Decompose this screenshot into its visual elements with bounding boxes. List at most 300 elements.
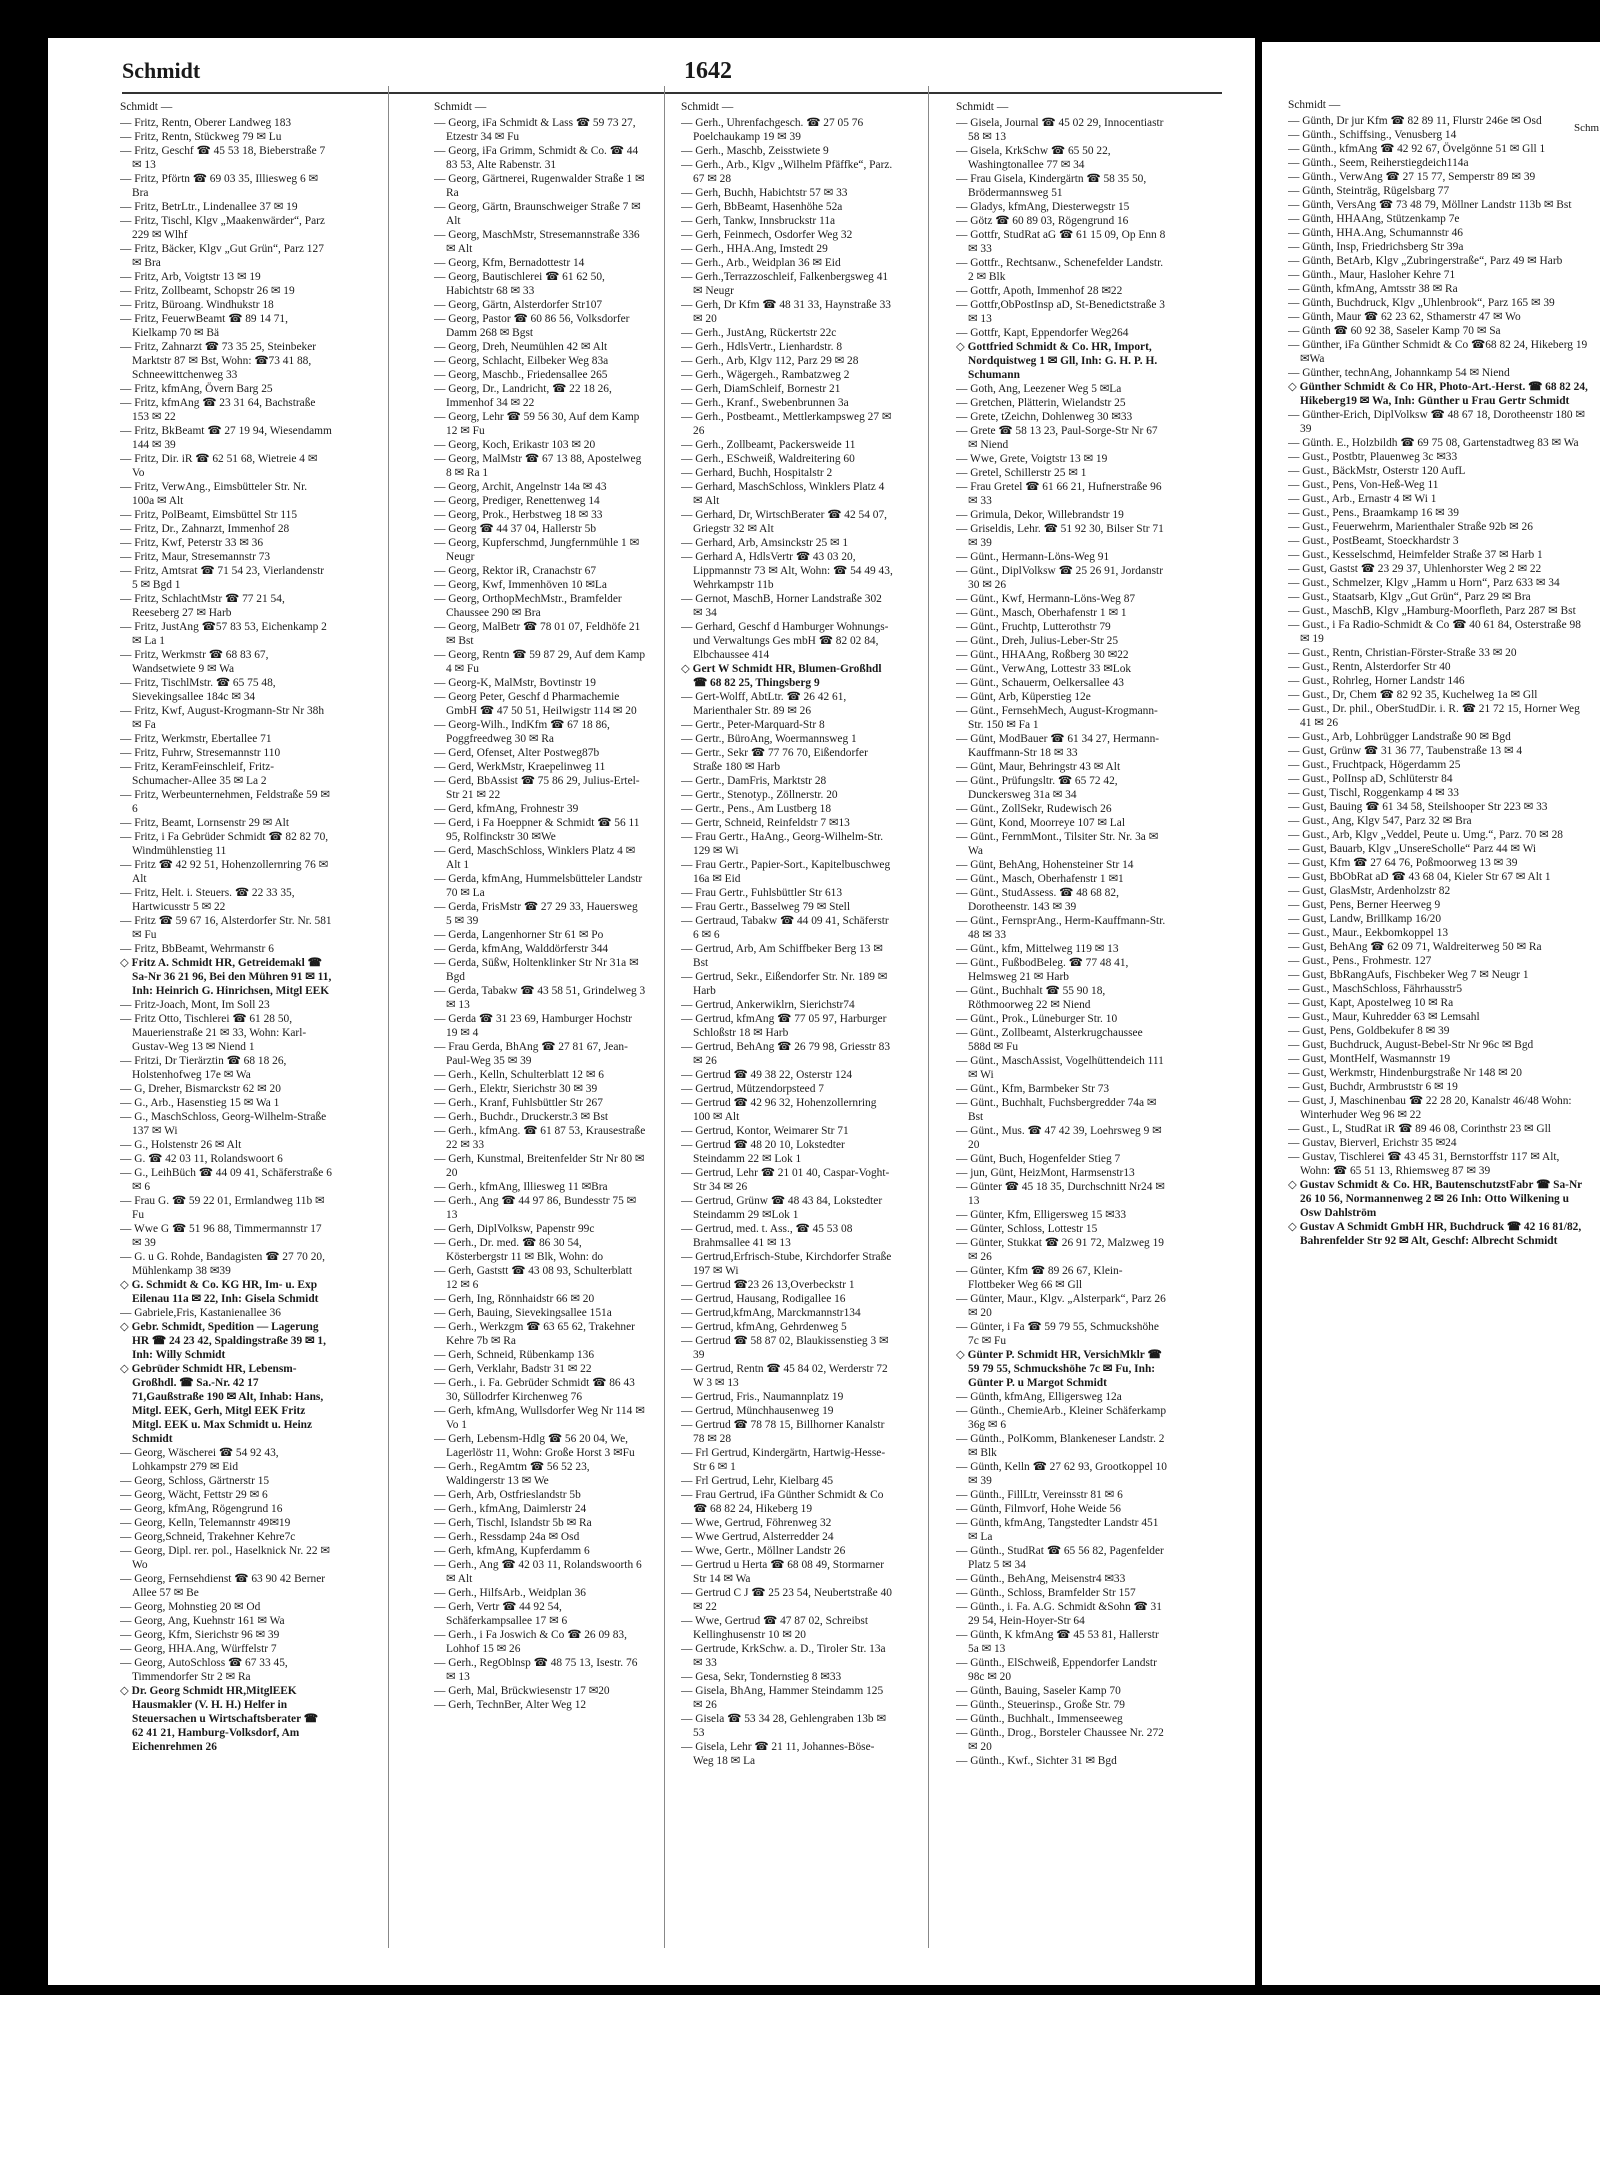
- directory-entry: — Günth., ChemieArb., Kleiner Schäferkamp 36g ✉ 6: [956, 1405, 1167, 1431]
- directory-entry: — Georg, Archit, Angelnstr 14a ✉ 43: [434, 481, 607, 493]
- directory-entry: — Frau Gretel ☎ 61 66 21, Hufnerstraße 96 ✉ 33: [956, 481, 1162, 507]
- column-divider: [664, 86, 665, 1948]
- directory-entry: — Gottfr, Apoth, Immenhof 28 ✉22: [956, 285, 1123, 297]
- directory-entry: — Gottfr, StudRat aG ☎ 61 15 09, Op Enn 8 ✉ 33: [956, 229, 1166, 255]
- directory-entry: — Georg, Mohnstieg 20 ✉ Od: [120, 1601, 261, 1613]
- company-entry: ◇ Günther Schmidt & Co HR, Photo-Art.-Herst. ☎ 68 82 24, Hikeberg19 ✉ Wa, Inh: Günther u Frau Gertr Schmidt: [1288, 381, 1588, 407]
- directory-entry: — Fritz, Geschf ☎ 45 53 18, Bieberstraße 7 ✉ 13: [120, 145, 326, 171]
- directory-entry: — Griseldis, Lehr. ☎ 51 92 30, Bilser Str 71 ✉ 39: [956, 523, 1164, 549]
- directory-entry: — Günt., VerwAng, Lottestr 33 ✉Lok: [956, 663, 1132, 675]
- directory-entry: — Georg, MalMstr ☎ 67 13 88, Apostelweg 8 ✉ Ra 1: [434, 453, 642, 479]
- directory-entry: — Günth, BetArb, Klgv „Zubringerstraße“, Parz 49 ✉ Harb: [1288, 255, 1563, 267]
- directory-entry: — Georg, Dipl. rer. pol., Haselknick Nr. 22 ✉ Wo: [120, 1545, 330, 1571]
- directory-entry: — Günter, Maur., Klgv. „Alsterpark“, Parz 26 ✉ 20: [956, 1293, 1166, 1319]
- directory-entry: — Gerh., HdlsVertr., Lienhardstr. 8: [681, 341, 843, 353]
- directory-entry: — Georg, AutoSchloss ☎ 67 33 45, Timmendorfer Str 2 ✉ Ra: [120, 1657, 288, 1683]
- directory-entry: — Gust., Rentn, Christian-Förster-Straße 33 ✉ 20: [1288, 647, 1517, 659]
- directory-entry: — Frl Gertrud, Lehr, Kielbarg 45: [681, 1475, 834, 1487]
- directory-entry: — Gertrud, BehAng ☎ 26 79 98, Griesstr 83 ✉ 26: [681, 1041, 891, 1067]
- directory-entry: — Gerd, Ofenset, Alter Postweg87b: [434, 747, 600, 759]
- directory-entry: — Georg, Wäscherei ☎ 54 92 43, Lohkampstr 279 ✉ Eid: [120, 1447, 279, 1473]
- directory-entry: — Günth. E., Holzbildh ☎ 69 75 08, Gartenstadtweg 83 ✉ Wa: [1288, 437, 1579, 449]
- directory-entry: — Gerh, DiplVolksw, Papenstr 99c: [434, 1223, 595, 1235]
- directory-entry: — Grete, tZeichn, Dohlenweg 30 ✉33: [956, 411, 1133, 423]
- directory-entry: — Gerd, i Fa Hoeppner & Schmidt ☎ 56 11 95, Rolfinckstr 30 ✉We: [434, 817, 640, 843]
- directory-entry: — Gesa, Sekr, Tondernstieg 8 ✉33: [681, 1671, 842, 1683]
- directory-entry: — Gerda, Süßw, Holtenklinker Str Nr 31a ✉ Bgd: [434, 957, 639, 983]
- directory-entry: — Gerhard, Arb, Amsinckstr 25 ✉ 1: [681, 537, 849, 549]
- directory-column-3: [681, 100, 893, 1768]
- directory-entry: — Gertrud, Ankerwiklrn, Sierichstr74: [681, 999, 855, 1011]
- directory-entry: — Günth, K kfmAng ☎ 45 53 81, Hallerstr 5a ✉ 13: [956, 1629, 1159, 1655]
- directory-entry: — Gerh., Ang ☎ 42 03 11, Rolandswoorth 6 ✉ Alt: [434, 1559, 642, 1585]
- directory-entry: — Gust, MontHelf, Wasmannstr 19: [1288, 1053, 1451, 1065]
- directory-entry: — Günth., FillLtr, Vereinsstr 81 ✉ 6: [956, 1489, 1123, 1501]
- directory-entry: — Günth, kfmAng, Elligersweg 12a: [956, 1391, 1122, 1403]
- directory-entry: — Gust., Arb, Lohbrügger Landstraße 90 ✉ Bgd: [1288, 731, 1511, 743]
- column-label: Schmidt —: [120, 101, 173, 113]
- directory-entry: — Fritz, PolBeamt, Eimsbüttel Str 115: [120, 509, 298, 521]
- directory-entry: — Günth., Steuerinsp., Große Str. 79: [956, 1699, 1125, 1711]
- directory-entry: — Günth, Filmvorf, Hohe Weide 56: [956, 1503, 1121, 1515]
- company-entry: ◇ G. Schmidt & Co. KG HR, Im- u. Exp Eilenau 11a ✉ 22, Inh: Gisela Schmidt: [120, 1279, 319, 1305]
- directory-entry: — Günt, ModBauer ☎ 61 34 27, Hermann-Kauffmann-Str 18 ✉ 33: [956, 733, 1160, 759]
- directory-entry: — Gertraud, Tabakw ☎ 44 09 41, Schäferstr 6 ✉ 6: [681, 915, 889, 941]
- directory-entry: — Fritz, Pförtn ☎ 69 03 35, Illiesweg 6 ✉ Bra: [120, 173, 319, 199]
- directory-entry: — Frau G. ☎ 59 22 01, Ermlandweg 11b ✉ Fu: [120, 1195, 325, 1221]
- directory-entry: — Gerh, Tankw, Innsbruckstr 11a: [681, 215, 836, 227]
- directory-entry: — Gerh, kfmAng, Kupferdamm 6: [434, 1545, 590, 1557]
- directory-entry: — Günt., FernsehMech, August-Krogmann-Str. 150 ✉ Fa 1: [956, 705, 1158, 731]
- directory-entry: — Gust., Postbtr, Plauenweg 3c ✉33: [1288, 451, 1458, 463]
- directory-entry: — Gertr., Sekr ☎ 77 76 70, Eißendorfer Straße 180 ✉ Harb: [681, 747, 868, 773]
- directory-entry: — Goth, Ang, Leezener Weg 5 ✉La: [956, 383, 1122, 395]
- directory-entry: — Gerhard A, HdlsVertr ☎ 43 03 20, Lippmannstr 73 ✉ Alt, Wohn: ☎ 54 49 43, Wehrkampstr 11b: [681, 551, 893, 591]
- directory-entry: — Georg, Koch, Erikastr 103 ✉ 20: [434, 439, 596, 451]
- directory-entry: — Fritz-Joach, Mont, Im Soll 23: [120, 999, 270, 1011]
- directory-entry: — Fritz, kfmAng, Övern Barg 25: [120, 383, 273, 395]
- directory-entry: — Günt., StudAssess. ☎ 48 68 82, Dorotheenstr. 143 ✉ 39: [956, 887, 1119, 913]
- directory-entry: — Günt., Prok., Lüneburger Str. 10: [956, 1013, 1118, 1025]
- directory-entry: — Fritz, i Fa Gebrüder Schmidt ☎ 82 82 70, Windmühlenstieg 11: [120, 831, 329, 857]
- directory-entry: — Günth, Steinträg, Rügelsbarg 77: [1288, 185, 1450, 197]
- directory-entry: — Gust., Rohrleg, Horner Landstr 146: [1288, 675, 1465, 687]
- directory-entry: — Gerh., Maschb, Zeisstwiete 9: [681, 145, 829, 157]
- right-directory-page: [1262, 42, 1600, 1985]
- directory-entry: — Gerh, kfmAng, Wullsdorfer Weg Nr 114 ✉ Vo 1: [434, 1405, 645, 1431]
- directory-entry: — Georg, Lehr ☎ 59 56 30, Auf dem Kamp 12 ✉ Fu: [434, 411, 640, 437]
- directory-entry: — Gerh, Buchh, Habichtstr 57 ✉ 33: [681, 187, 848, 199]
- directory-entry: — Gustav, Bierverl, Erichstr 35 ✉24: [1288, 1137, 1457, 1149]
- directory-entry: — Gerh., Kelln, Schulterblatt 12 ✉ 6: [434, 1069, 604, 1081]
- directory-entry: — Frau Gerda, BhAng ☎ 27 81 67, Jean-Paul-Weg 35 ✉ 39: [434, 1041, 628, 1067]
- directory-entry: — Gerda, kfmAng, Hummelsbütteler Landstr 70 ✉ La: [434, 873, 643, 899]
- directory-entry: — Gust, Buchdr, Armbruststr 6 ✉ 19: [1288, 1081, 1458, 1093]
- directory-entry: — Gust., Pens., Braamkamp 16 ✉ 39: [1288, 507, 1459, 519]
- directory-entry: — Fritz, Dir. iR ☎ 62 51 68, Wietreie 4 ✉ Vo: [120, 453, 318, 479]
- directory-entry: — Günth., BehAng, Meisenstr4 ✉33: [956, 1573, 1126, 1585]
- directory-entry: — Gottfr, Kapt, Eppendorfer Weg264: [956, 327, 1129, 339]
- column-label: Schmidt —: [681, 101, 734, 113]
- directory-entry: — Georg, Prok., Herbstweg 18 ✉ 33: [434, 509, 603, 521]
- directory-entry: — Fritz, Rentn, Oberer Landweg 183: [120, 117, 292, 129]
- directory-entry: — Gerd, WerkMstr, Kraepelinweg 11: [434, 761, 606, 773]
- directory-entry: — Gerh, TechnBer, Alter Weg 12: [434, 1699, 587, 1711]
- directory-entry: — Günth., i. Fa. A.G. Schmidt &Sohn ☎ 31 29 54, Hein-Hoyer-Str 64: [956, 1601, 1162, 1627]
- directory-entry: — Gerh, Kunstmal, Breitenfelder Str Nr 80 ✉ 20: [434, 1153, 645, 1179]
- company-entry: ◇ Fritz A. Schmidt HR, Getreidemakl ☎ Sa-Nr 36 21 96, Bei den Mühren 91 ✉ 11, Inh: Heinrich G. Hinrichsen, Mitgl EEK: [120, 957, 332, 997]
- directory-entry: — Frau Gertr., Papier-Sort., Kapitelbuschweg 16a ✉ Eid: [681, 859, 891, 885]
- directory-entry: — Gertr., Pens., Am Lustberg 18: [681, 803, 832, 815]
- directory-entry: — Günter, Schloss, Lottestr 15: [956, 1223, 1098, 1235]
- directory-entry: — Günt., Fruchtp, Lutterothstr 79: [956, 621, 1111, 633]
- directory-entry: — Günth., Drog., Borsteler Chaussee Nr. 272 ✉ 20: [956, 1727, 1164, 1753]
- directory-entry: — Fritz, BkBeamt ☎ 27 19 94, Wiesendamm 144 ✉ 39: [120, 425, 332, 451]
- directory-entry: — Gust, Tischl, Roggenkamp 4 ✉ 33: [1288, 787, 1459, 799]
- directory-entry: — Gisela, KrkSchw ☎ 65 50 22, Washingtonallee 77 ✉ 34: [956, 145, 1111, 171]
- directory-entry: — Gretel, Schillerstr 25 ✉ 1: [956, 467, 1087, 479]
- directory-entry: — Günt., FernmMont., Tilsiter Str. Nr. 3a ✉ Wa: [956, 831, 1159, 857]
- directory-entry: — G., MaschSchloss, Georg-Wilhelm-Straße 137 ✉ Wi: [120, 1111, 327, 1137]
- directory-entry: — Gust., Dr. phil., OberStudDir. i. R. ☎ 21 72 15, Horner Weg 41 ✉ 26: [1288, 703, 1580, 729]
- directory-entry: — Günther-Erich, DiplVolksw ☎ 48 67 18, Dorotheenstr 180 ✉ 39: [1288, 409, 1585, 435]
- running-head: Schmidt: [122, 58, 201, 83]
- directory-entry: — G., Holstenstr 26 ✉ Alt: [120, 1139, 242, 1151]
- directory-entry: — Gerh., Werkzgm ☎ 63 65 62, Trakehner Kehre 7b ✉ Ra: [434, 1321, 635, 1347]
- directory-entry: — Gust., Kesselschmd, Heimfelder Straße 37 ✉ Harb 1: [1288, 549, 1543, 561]
- directory-entry: — Gerh, Ing, Rönnhaidstr 66 ✉ 20: [434, 1293, 595, 1305]
- directory-entry: — Fritz, Zollbeamt, Schopstr 26 ✉ 19: [120, 285, 295, 297]
- directory-entry: — Grete ☎ 58 13 23, Paul-Sorge-Str Nr 67 ✉ Niend: [956, 425, 1158, 451]
- directory-entry: — Gertrud, Mützendorpsteed 7: [681, 1083, 824, 1095]
- directory-entry: — Gisela, BhAng, Hammer Steindamm 125 ✉ 26: [681, 1685, 884, 1711]
- directory-entry: — Günt., HHAAng, Roßberg 30 ✉22: [956, 649, 1129, 661]
- directory-entry: — Gerh, Bauing, Sievekingsallee 151a: [434, 1307, 612, 1319]
- directory-entry: — Günth, Bauing, Saseler Kamp 70: [956, 1685, 1121, 1697]
- directory-entry: — Gerh., RegOblnsp ☎ 48 75 13, Isestr. 76 ✉ 13: [434, 1657, 638, 1683]
- column-label: Schmidt —: [1288, 99, 1341, 111]
- directory-entry: — Gust., Rentn, Alsterdorfer Str 40: [1288, 661, 1451, 673]
- directory-entry: — Gust., Schmelzer, Klgv „Hamm u Horn“, Parz 633 ✉ 34: [1288, 577, 1560, 589]
- directory-entry: — Gertrud ☎ 78 78 15, Billhorner Kanalstr 78 ✉ 28: [681, 1419, 885, 1445]
- directory-entry: — Fritz, Büroang. Windhukstr 18: [120, 299, 274, 311]
- directory-entry: — Günth, Dr jur Kfm ☎ 82 89 11, Flurstr 246e ✉ Osd: [1288, 115, 1542, 127]
- directory-entry: — Günt., Zollbeamt, Alsterkrugchaussee 588d ✉ Fu: [956, 1027, 1143, 1053]
- directory-entry: — Gust., Pens, Von-Heß-Weg 11: [1288, 479, 1439, 491]
- directory-entry: — Günt., Kwf, Hermann-Löns-Weg 87: [956, 593, 1136, 605]
- directory-entry: — Georg, OrthopMechMstr., Bramfelder Chaussee 290 ✉ Bra: [434, 593, 622, 619]
- directory-entry: — Gust., Maur, Kuhredder 63 ✉ Lemsahl: [1288, 1011, 1480, 1023]
- directory-entry: — Gust., Pens., Frohmestr. 127: [1288, 955, 1432, 967]
- directory-entry: — Fritz, Arb, Voigtstr 13 ✉ 19: [120, 271, 261, 283]
- directory-entry: — Gust, GlasMstr, Ardenholzstr 82: [1288, 885, 1451, 897]
- directory-entry: — Gerh., HHA.Ang, Imstedt 29: [681, 243, 828, 255]
- directory-entry: — Gust., Ang, Klgv 547, Parz 32 ✉ Bra: [1288, 815, 1472, 827]
- directory-entry: — Fritz, KeramFeinschleif, Fritz-Schumacher-Allee 35 ✉ La 2: [120, 761, 275, 787]
- directory-entry: — Gerh.,Terrazzoschleif, Falkenbergsweg 41 ✉ Neugr: [681, 271, 889, 297]
- directory-entry: — Gertrud ☎ 49 38 22, Osterstr 124: [681, 1069, 853, 1081]
- company-entry: ◇ Dr. Georg Schmidt HR,MitglEEK Hausmakler (V. H. H.) Helfer in Steuersachen u Wirtschaftsberater ☎ 62 41 21, Hamburg-Volksdorf, Am Eichenrehmen 26: [120, 1685, 318, 1753]
- directory-entry: — Gerd, BbAssist ☎ 75 86 29, Julius-Ertel-Str 21 ✉ 22: [434, 775, 640, 801]
- directory-entry: — Gertrud C J ☎ 25 23 54, Neubertstraße 40 ✉ 22: [681, 1587, 892, 1613]
- directory-entry: — Günt., Buchhalt, Fuchsbergredder 74a ✉ Bst: [956, 1097, 1157, 1123]
- directory-entry: — Gertrud, kfmAng, Gehrdenweg 5: [681, 1321, 847, 1333]
- directory-entry: — Georg, Schloss, Gärtnerstr 15: [120, 1475, 270, 1487]
- directory-entry: — Georg, Wächt, Fettstr 29 ✉ 6: [120, 1489, 268, 1501]
- directory-entry: — Georg,Schneid, Trakehner Kehre7c: [120, 1531, 296, 1543]
- directory-entry: — Gust, Kfm ☎ 27 64 76, Poßmoorweg 13 ✉ 39: [1288, 857, 1518, 869]
- directory-entry: — Fritzi, Dr Tierärztin ☎ 68 18 26, Holstenhofweg 17e ✉ Wa: [120, 1055, 287, 1081]
- column-divider: [928, 86, 929, 1948]
- directory-entry: — Gerh., Arb., Klgv „Wilhelm Pfäffke“, Parz. 67 ✉ 28: [681, 159, 893, 185]
- directory-entry: — Fritz, Maur, Stresemannstr 73: [120, 551, 271, 563]
- directory-entry: — Günth, Maur ☎ 62 23 62, Sthamerstr 47 ✉ Wo: [1288, 311, 1521, 323]
- company-entry: ◇ Gert W Schmidt HR, Blumen-Großhdl ☎ 68 82 25, Thingsberg 9: [681, 663, 882, 689]
- directory-entry: — Fritz ☎ 42 92 51, Hohenzollernring 76 ✉ Alt: [120, 859, 329, 885]
- directory-entry: — Gerh, Dr Kfm ☎ 48 31 33, Haynstraße 33 ✉ 20: [681, 299, 892, 325]
- directory-entry: — Fritz, JustAng ☎57 83 53, Eichenkamp 2 ✉ La 1: [120, 621, 327, 647]
- directory-entry: — Georg, Gärtn, Alsterdorfer Str107: [434, 299, 603, 311]
- directory-entry: — Gertrud u Herta ☎ 68 08 49, Stormarner Str 14 ✉ Wa: [681, 1559, 885, 1585]
- directory-entry: — Gertrude, KrkSchw. a. D., Tiroler Str. 13a ✉ 33: [681, 1643, 886, 1669]
- directory-entry: — Frau Gertrud, iFa Günther Schmidt & Co ☎ 68 82 24, Hikeberg 19: [681, 1489, 884, 1515]
- directory-entry: — Fritz, VerwAng., Eimsbütteler Str. Nr. 100a ✉ Alt: [120, 481, 308, 507]
- directory-entry: — G. ☎ 42 03 11, Rolandswoort 6: [120, 1153, 283, 1165]
- directory-entry: — Wwe, Gertrud, Föhrenweg 32: [681, 1517, 832, 1529]
- directory-entry: — Gerh., kfmAng. ☎ 61 87 53, Krausestraße 22 ✉ 33: [434, 1125, 646, 1151]
- directory-entry: — Gerh., Uhrenfachgesch. ☎ 27 05 76 Poelchaukamp 19 ✉ 39: [681, 117, 864, 143]
- directory-entry: — G., LeihBüch ☎ 44 09 41, Schäferstraße 6 ✉ 6: [120, 1167, 332, 1193]
- directory-entry: — Gerhard, Dr, WirtschBerater ☎ 42 54 07, Griegstr 32 ✉ Alt: [681, 509, 888, 535]
- company-entry: ◇ Gebr. Schmidt, Spedition — Lagerung HR ☎ 24 23 42, Spaldingstraße 39 ✉ 1, Inh: Willy Schmidt: [120, 1321, 326, 1361]
- directory-entry: — Georg, kfmAng, Rögengrund 16: [120, 1503, 283, 1515]
- directory-entry: — G., Arb., Hasenstieg 15 ✉ Wa 1: [120, 1097, 280, 1109]
- directory-entry: — Gerh., Dr. med. ☎ 86 30 54, Kösterbergstr 11 ✉ Blk, Wohn: do: [434, 1237, 604, 1263]
- directory-entry: — Fritz, SchlachtMstr ☎ 77 21 54, Reeseberg 27 ✉ Harb: [120, 593, 285, 619]
- directory-entry: — Gust., i Fa Radio-Schmidt & Co ☎ 40 61 84, Osterstraße 98 ✉ 19: [1288, 619, 1581, 645]
- directory-entry: — Gust, Bauarb, Klgv „UnsereScholle“ Parz 44 ✉ Wi: [1288, 843, 1537, 855]
- directory-entry: — Günt., FußbodBeleg. ☎ 77 48 41, Helmsweg 21 ✉ Harb: [956, 957, 1129, 983]
- directory-entry: — Günt., Kfm, Barmbeker Str 73: [956, 1083, 1110, 1095]
- directory-entry: — Günth., Schloss, Bramfelder Str 157: [956, 1587, 1136, 1599]
- directory-entry: — Günth., Schiffsing., Venusberg 14: [1288, 129, 1457, 141]
- directory-entry: — Günt., FernsprAng., Herm-Kauffmann-Str. 48 ✉ 33: [956, 915, 1166, 941]
- directory-entry: — Gerh., Ressdamp 24a ✉ Osd: [434, 1531, 580, 1543]
- directory-entry: — Gertrud, Sekr., Eißendorfer Str. Nr. 189 ✉ Harb: [681, 971, 888, 997]
- directory-entry: — Gerh., Arb., Weidplan 36 ✉ Eid: [681, 257, 841, 269]
- directory-entry: — Fritz, Dr., Zahnarzt, Immenhof 28: [120, 523, 290, 535]
- directory-column-4: [956, 100, 1168, 1768]
- directory-entry: — Gerh., kfmAng, Daimlerstr 24: [434, 1503, 587, 1515]
- directory-entry: — Günt., Prüfungsltr. ☎ 65 72 42, Dunckersweg 31a ✉ 34: [956, 775, 1118, 801]
- directory-entry: — Gerh, Lebensm-Hdlg ☎ 56 20 04, We, Lagerlöstr 11, Wohn: Große Horst 3 ✉Fu: [434, 1433, 635, 1459]
- directory-entry: — Georg, MalBetr ☎ 78 01 07, Feldhöfe 21 ✉ Bst: [434, 621, 641, 647]
- right-edge-head: Schm: [1574, 122, 1600, 134]
- directory-entry: — Frau Gisela, Kindergärtn ☎ 58 35 50, Brödermannsweg 51: [956, 173, 1147, 199]
- directory-entry: — Gertr, Schneid, Reinfeldstr 7 ✉13: [681, 817, 850, 829]
- directory-entry: — Gerd, MaschSchloss, Winklers Platz 4 ✉ Alt 1: [434, 845, 636, 871]
- directory-entry: — Gerda, Langenhorner Str 61 ✉ Po: [434, 929, 604, 941]
- directory-entry: — Fritz Otto, Tischlerei ☎ 61 28 50, Mauerienstraße 21 ✉ 33, Wohn: Karl-Gustav-Weg 13 ✉ Niend 1: [120, 1013, 307, 1053]
- directory-entry: — Georg, Prediger, Renettenweg 14: [434, 495, 600, 507]
- directory-entry: — Gust, Kapt, Apostelweg 10 ✉ Ra: [1288, 997, 1454, 1009]
- directory-entry: — Fritz, Zahnarzt ☎ 73 35 25, Steinbeker Marktstr 87 ✉ Bst, Wohn: ☎73 41 88, Schneewittchenweg 33: [120, 341, 317, 381]
- directory-entry: — Georg, Rentn ☎ 59 87 29, Auf dem Kamp 4 ✉ Fu: [434, 649, 646, 675]
- directory-entry: — Gerh., JustAng, Rückertstr 22c: [681, 327, 837, 339]
- directory-entry: — Gerh, DiamSchleif, Bornestr 21: [681, 383, 841, 395]
- directory-entry: — Gernot, MaschB, Horner Landstraße 302 ✉ 34: [681, 593, 882, 619]
- directory-entry: — Gerh., i. Fa. Gebrüder Schmidt ☎ 86 43 30, Süllodrfer Kirchenweg 76: [434, 1377, 635, 1403]
- directory-entry: — Gust., L, StudRat iR ☎ 89 46 08, Corinthstr 23 ✉ Gll: [1288, 1123, 1551, 1135]
- directory-entry: — Günt, Buch, Hogenfelder Stieg 7: [956, 1153, 1121, 1165]
- directory-entry: — Gerh., Ang ☎ 44 97 86, Bundesstr 75 ✉ 13: [434, 1195, 637, 1221]
- directory-entry: — Gust., Arb, Klgv „Veddel, Peute u. Umg.“, Parz. 70 ✉ 28: [1288, 829, 1563, 841]
- directory-entry: — Gust, Grünw ☎ 31 36 77, Taubenstraße 13 ✉ 4: [1288, 745, 1523, 757]
- directory-entry: — Gust, Buchdruck, August-Bebel-Str Nr 96c ✉ Bgd: [1288, 1039, 1534, 1051]
- directory-entry: — Gertrud,Erfrisch-Stube, Kirchdorfer Straße 197 ✉ Wi: [681, 1251, 892, 1277]
- directory-entry: — Georg, Fernsehdienst ☎ 63 90 42 Berner Allee 57 ✉ Be: [120, 1573, 326, 1599]
- directory-entry: — Gerh., HilfsArb., Weidplan 36: [434, 1587, 586, 1599]
- directory-entry: — Georg, Dreh, Neumühlen 42 ✉ Alt: [434, 341, 608, 353]
- directory-entry: — Gerh., Postbeamt., Mettlerkampsweg 27 ✉ 26: [681, 411, 892, 437]
- directory-entry: — Günt., Hermann-Löns-Weg 91: [956, 551, 1110, 563]
- directory-entry: — Georg, Rektor iR, Cranachstr 67: [434, 565, 597, 577]
- directory-entry: — Fritz, Rentn, Stückweg 79 ✉ Lu: [120, 131, 282, 143]
- column-label: Schmidt —: [956, 101, 1009, 113]
- directory-entry: — Günt., Buchhalt ☎ 55 90 18, Röthmoorweg 22 ✉ Niend: [956, 985, 1106, 1011]
- directory-entry: — Georg ☎ 44 37 04, Hallerstr 5b: [434, 523, 597, 535]
- directory-entry: — Gertrud, Kontor, Weimarer Str 71: [681, 1125, 849, 1137]
- directory-entry: — Günter, Kfm ☎ 89 26 67, Klein-Flottbeker Weg 66 ✉ Gll: [956, 1265, 1123, 1291]
- directory-entry: — Georg-K, MalMstr, Bovtinstr 19: [434, 677, 596, 689]
- directory-entry: — Günth., PolKomm, Blankeneser Landstr. 2 ✉ Blk: [956, 1433, 1165, 1459]
- directory-entry: — Fritz, BbBeamt, Wehrmanstr 6: [120, 943, 274, 955]
- directory-entry: — Gerh., Buchdr., Druckerstr.3 ✉ Bst: [434, 1111, 609, 1123]
- directory-entry: — Gerh, Feinmech, Osdorfer Weg 32: [681, 229, 853, 241]
- directory-entry: — Günth., Maur, Hasloher Kehre 71: [1288, 269, 1456, 281]
- directory-entry: — Gerh., ESchweiß, Waldreitering 60: [681, 453, 855, 465]
- directory-entry: — Günt., Dreh, Julius-Leber-Str 25: [956, 635, 1119, 647]
- directory-entry: — Gerh., Zollbeamt, Packersweide 11: [681, 439, 856, 451]
- directory-entry: — Gretchen, Plätterin, Wielandstr 25: [956, 397, 1126, 409]
- directory-entry: — Günth., Seem, Reiherstiegdeich114a: [1288, 157, 1469, 169]
- directory-entry: — Georg, Kelln, Telemannstr 49✉19: [120, 1517, 291, 1529]
- directory-entry: — Günther, technAng, Johannkamp 54 ✉ Niend: [1288, 367, 1510, 379]
- directory-entry: — Günt., Masch, Oberhafenstr 1 ✉ 1: [956, 607, 1127, 619]
- directory-entry: — Gottfr,ObPostInsp aD, St-Benedictstraße 3 ✉ 13: [956, 299, 1165, 325]
- directory-entry: — Fritz, Werbeunternehmen, Feldstraße 59 ✉ 6: [120, 789, 330, 815]
- directory-entry: — Gust., PostBeamt, Stoeckhardstr 3: [1288, 535, 1459, 547]
- directory-entry: — Gerda ☎ 31 23 69, Hamburger Hochstr 19 ✉ 4: [434, 1013, 633, 1039]
- directory-entry: — Georg, Ang, Kuehnstr 161 ✉ Wa: [120, 1615, 285, 1627]
- directory-entry: — Günt, BehAng, Hohensteiner Str 14: [956, 859, 1134, 871]
- directory-entry: — Gertr., Peter-Marquard-Str 8: [681, 719, 825, 731]
- directory-entry: — Georg, Kfm, Bernadottestr 14: [434, 257, 585, 269]
- directory-entry: — Gust, BehAng ☎ 62 09 71, Waldreiterweg 50 ✉ Ra: [1288, 941, 1542, 953]
- directory-entry: — Gisela, Journal ☎ 45 02 29, Innocentiastr 58 ✉ 13: [956, 117, 1164, 143]
- directory-entry: — Günth, Buchdruck, Klgv „Uhlenbrook“, Parz 165 ✉ 39: [1288, 297, 1555, 309]
- directory-column-1: [120, 100, 332, 1754]
- directory-entry: — Georg, Kupferschmd, Jungfernmühle 1 ✉ Neugr: [434, 537, 640, 563]
- directory-entry: — Gust., Fruchtpack, Högerdamm 25: [1288, 759, 1461, 771]
- column-divider: [388, 86, 389, 1948]
- directory-entry: — Gerh, Mal, Brückwiesenstr 17 ✉20: [434, 1685, 610, 1697]
- directory-entry: — Gust, BbRangAufs, Fischbeker Weg 7 ✉ Neugr 1: [1288, 969, 1529, 981]
- directory-entry: — Fritz, Fuhrw, Stresemannstr 110: [120, 747, 281, 759]
- directory-entry: — Günth., StudRat ☎ 65 56 82, Pagenfelder Platz 5 ✉ 34: [956, 1545, 1164, 1571]
- directory-entry: — Fritz ☎ 59 67 16, Alsterdorfer Str. Nr. 581 ✉ Fu: [120, 915, 332, 941]
- company-entry: ◇ Gustav A Schmidt GmbH HR, Buchdruck ☎ 42 16 81/82, Bahrenfelder Str 92 ✉ Alt, Geschf: Albrecht Schmidt: [1288, 1221, 1582, 1247]
- directory-entry: — Frau Gertr., HaAng., Georg-Wilhelm-Str. 129 ✉ Wi: [681, 831, 884, 857]
- directory-entry: — Günth., Buchhalt., Immenseeweg: [956, 1713, 1123, 1725]
- directory-entry: — Gerh, Arb, Ostfrieslandstr 5b: [434, 1489, 581, 1501]
- directory-entry: — Gabriele,Fris, Kastanienallee 36: [120, 1307, 281, 1319]
- directory-entry: — Günt, Arb, Küperstieg 12e: [956, 691, 1091, 703]
- directory-entry: — Gertrud ☎ 42 96 32, Hohenzollernring 100 ✉ Alt: [681, 1097, 877, 1123]
- directory-entry: — Gerh, Gaststt ☎ 43 08 93, Schulterblatt 12 ✉ 6: [434, 1265, 632, 1291]
- directory-entry: — Gerh., Kranf, Fuhlsbüttler Str 267: [434, 1097, 603, 1109]
- directory-entry: — Georg, iFa Schmidt & Lass ☎ 59 73 27, Etzestr 34 ✉ Fu: [434, 117, 636, 143]
- directory-entry: — Wwe, Gertrud ☎ 47 87 02, Schreibst Kellinghusenstr 10 ✉ 20: [681, 1615, 869, 1641]
- directory-entry: — Georg, Gärtnerei, Rugenwalder Straße 1 ✉ Ra: [434, 173, 645, 199]
- directory-entry: — Gust, Gastst ☎ 23 29 37, Uhlenhorster Weg 2 ✉ 22: [1288, 563, 1542, 575]
- directory-entry: — Günth, Insp, Friedrichsberg Str 39a: [1288, 241, 1464, 253]
- directory-entry: — Georg, HHA.Ang, Würffelstr 7: [120, 1643, 277, 1655]
- directory-entry: — Günt, Kond, Moorreye 107 ✉ Lal: [956, 817, 1125, 829]
- directory-entry: — Gertr., Stenotyp., Zöllnerstr. 20: [681, 789, 838, 801]
- directory-entry: — Günt., ZollSekr, Rudewisch 26: [956, 803, 1112, 815]
- directory-entry: — Günther, iFa Günther Schmidt & Co ☎68 82 24, Hikeberg 19✉Wa: [1288, 339, 1588, 365]
- directory-entry: — Gerh, Tischl, Islandstr 5b ✉ Ra: [434, 1517, 592, 1529]
- directory-entry: — Gertrud, Rentn ☎ 45 84 02, Werderstr 72 W 3 ✉ 13: [681, 1363, 888, 1389]
- directory-entry: — Günth., ElSchweiß, Eppendorfer Landstr 98c ✉ 20: [956, 1657, 1157, 1683]
- directory-entry: — jun, Günt, HeizMont, Harmsenstr13: [956, 1167, 1135, 1179]
- directory-entry: — Gust., MaschSchloss, Fährhausstr5: [1288, 983, 1463, 995]
- directory-entry: — Günth., VerwAng ☎ 27 15 77, Semperstr 89 ✉ 39: [1288, 171, 1536, 183]
- directory-entry: — Gerd, kfmAng, Frohnestr 39: [434, 803, 579, 815]
- directory-entry: — Gerhard, Geschf d Hamburger Wohnungs- und Verwaltungs Ges mbH ☎ 82 02 84, Elbchaussee 414: [681, 621, 889, 661]
- directory-entry: — Gertrud ☎23 26 13,Overbeckstr 1: [681, 1279, 855, 1291]
- company-entry: ◇ Günter P. Schmidt HR, VersichMklr ☎ 59 79 55, Schmuckshöhe 7c ✉ Fu, Inh: Günter P. u Margot Schmidt: [956, 1349, 1162, 1389]
- directory-entry: — Günth, VersAng ☎ 73 48 79, Möllner Landstr 113b ✉ Bst: [1288, 199, 1572, 211]
- directory-entry: — Gerh, BbBeamt, Hasenhöhe 52a: [681, 201, 843, 213]
- directory-entry: — Georg, Kfm, Sierichstr 96 ✉ 39: [120, 1629, 280, 1641]
- directory-entry: — Gust., BäckMstr, Osterstr 120 AufL: [1288, 465, 1466, 477]
- directory-entry: — Gust., Dr, Chem ☎ 82 92 35, Kuchelweg 1a ✉ Gll: [1288, 689, 1538, 701]
- directory-entry: — Gertrud ☎ 48 20 10, Lokstedter Steindamm 22 ✉ Lok 1: [681, 1139, 845, 1165]
- directory-entry: — Günt., Masch, Oberhafenstr 1 ✉1: [956, 873, 1124, 885]
- directory-entry: — Gerh., RegAmtm ☎ 56 52 23, Waldingerstr 13 ✉ We: [434, 1461, 590, 1487]
- directory-entry: — Gertrud, Hausang, Rodigallee 16: [681, 1293, 846, 1305]
- directory-entry: — Günter, Kfm, Elligersweg 15 ✉33: [956, 1209, 1127, 1221]
- company-entry: ◇ Gustav Schmidt & Co. HR, BautenschutzstFabr ☎ Sa-Nr 26 10 56, Normannenweg 2 ✉ 26 Inh: Otto Wilkening u Osw Dahlström: [1288, 1179, 1583, 1219]
- directory-entry: — Georg, MaschMstr, Stresemannstraße 336 ✉ Alt: [434, 229, 640, 255]
- directory-entry: — Günth, HHA.Ang, Schumannstr 46: [1288, 227, 1463, 239]
- directory-entry: — Georg Peter, Geschf d Pharmachemie GmbH ☎ 47 50 51, Heilwigstr 114 ✉ 20: [434, 691, 637, 717]
- directory-entry: — Wwe Gertrud, Alsterredder 24: [681, 1531, 834, 1543]
- directory-entry: — Gust, J, Maschinenbau ☎ 22 28 20, Kanalstr 46/48 Wohn: Winterhuder Weg 96 ✉ 22: [1288, 1095, 1572, 1121]
- directory-entry: — Günter, i Fa ☎ 59 79 55, Schmuckshöhe 7c ✉ Fu: [956, 1321, 1159, 1347]
- directory-entry: — Georg-Wilh., IndKfm ☎ 67 18 86, Poggfreedweg 30 ✉ Ra: [434, 719, 610, 745]
- directory-entry: — Günth ☎ 60 92 38, Saseler Kamp 70 ✉ Sa: [1288, 325, 1501, 337]
- directory-entry: — Gust, Bauing ☎ 61 34 58, Steilshooper Str 223 ✉ 33: [1288, 801, 1548, 813]
- directory-entry: — Gerh, Schneid, Rübenkamp 136: [434, 1349, 595, 1361]
- directory-entry: — Gust., PolInsp aD, Schlüterstr 84: [1288, 773, 1453, 785]
- directory-entry: — Georg, Schlacht, Eilbeker Weg 83a: [434, 355, 609, 367]
- directory-entry: — Georg, Kwf, Immenhöven 10 ✉La: [434, 579, 607, 591]
- directory-entry: — Gerda, Tabakw ☎ 43 58 51, Grindelweg 3 ✉ 13: [434, 985, 646, 1011]
- left-directory-page: [48, 38, 1255, 1985]
